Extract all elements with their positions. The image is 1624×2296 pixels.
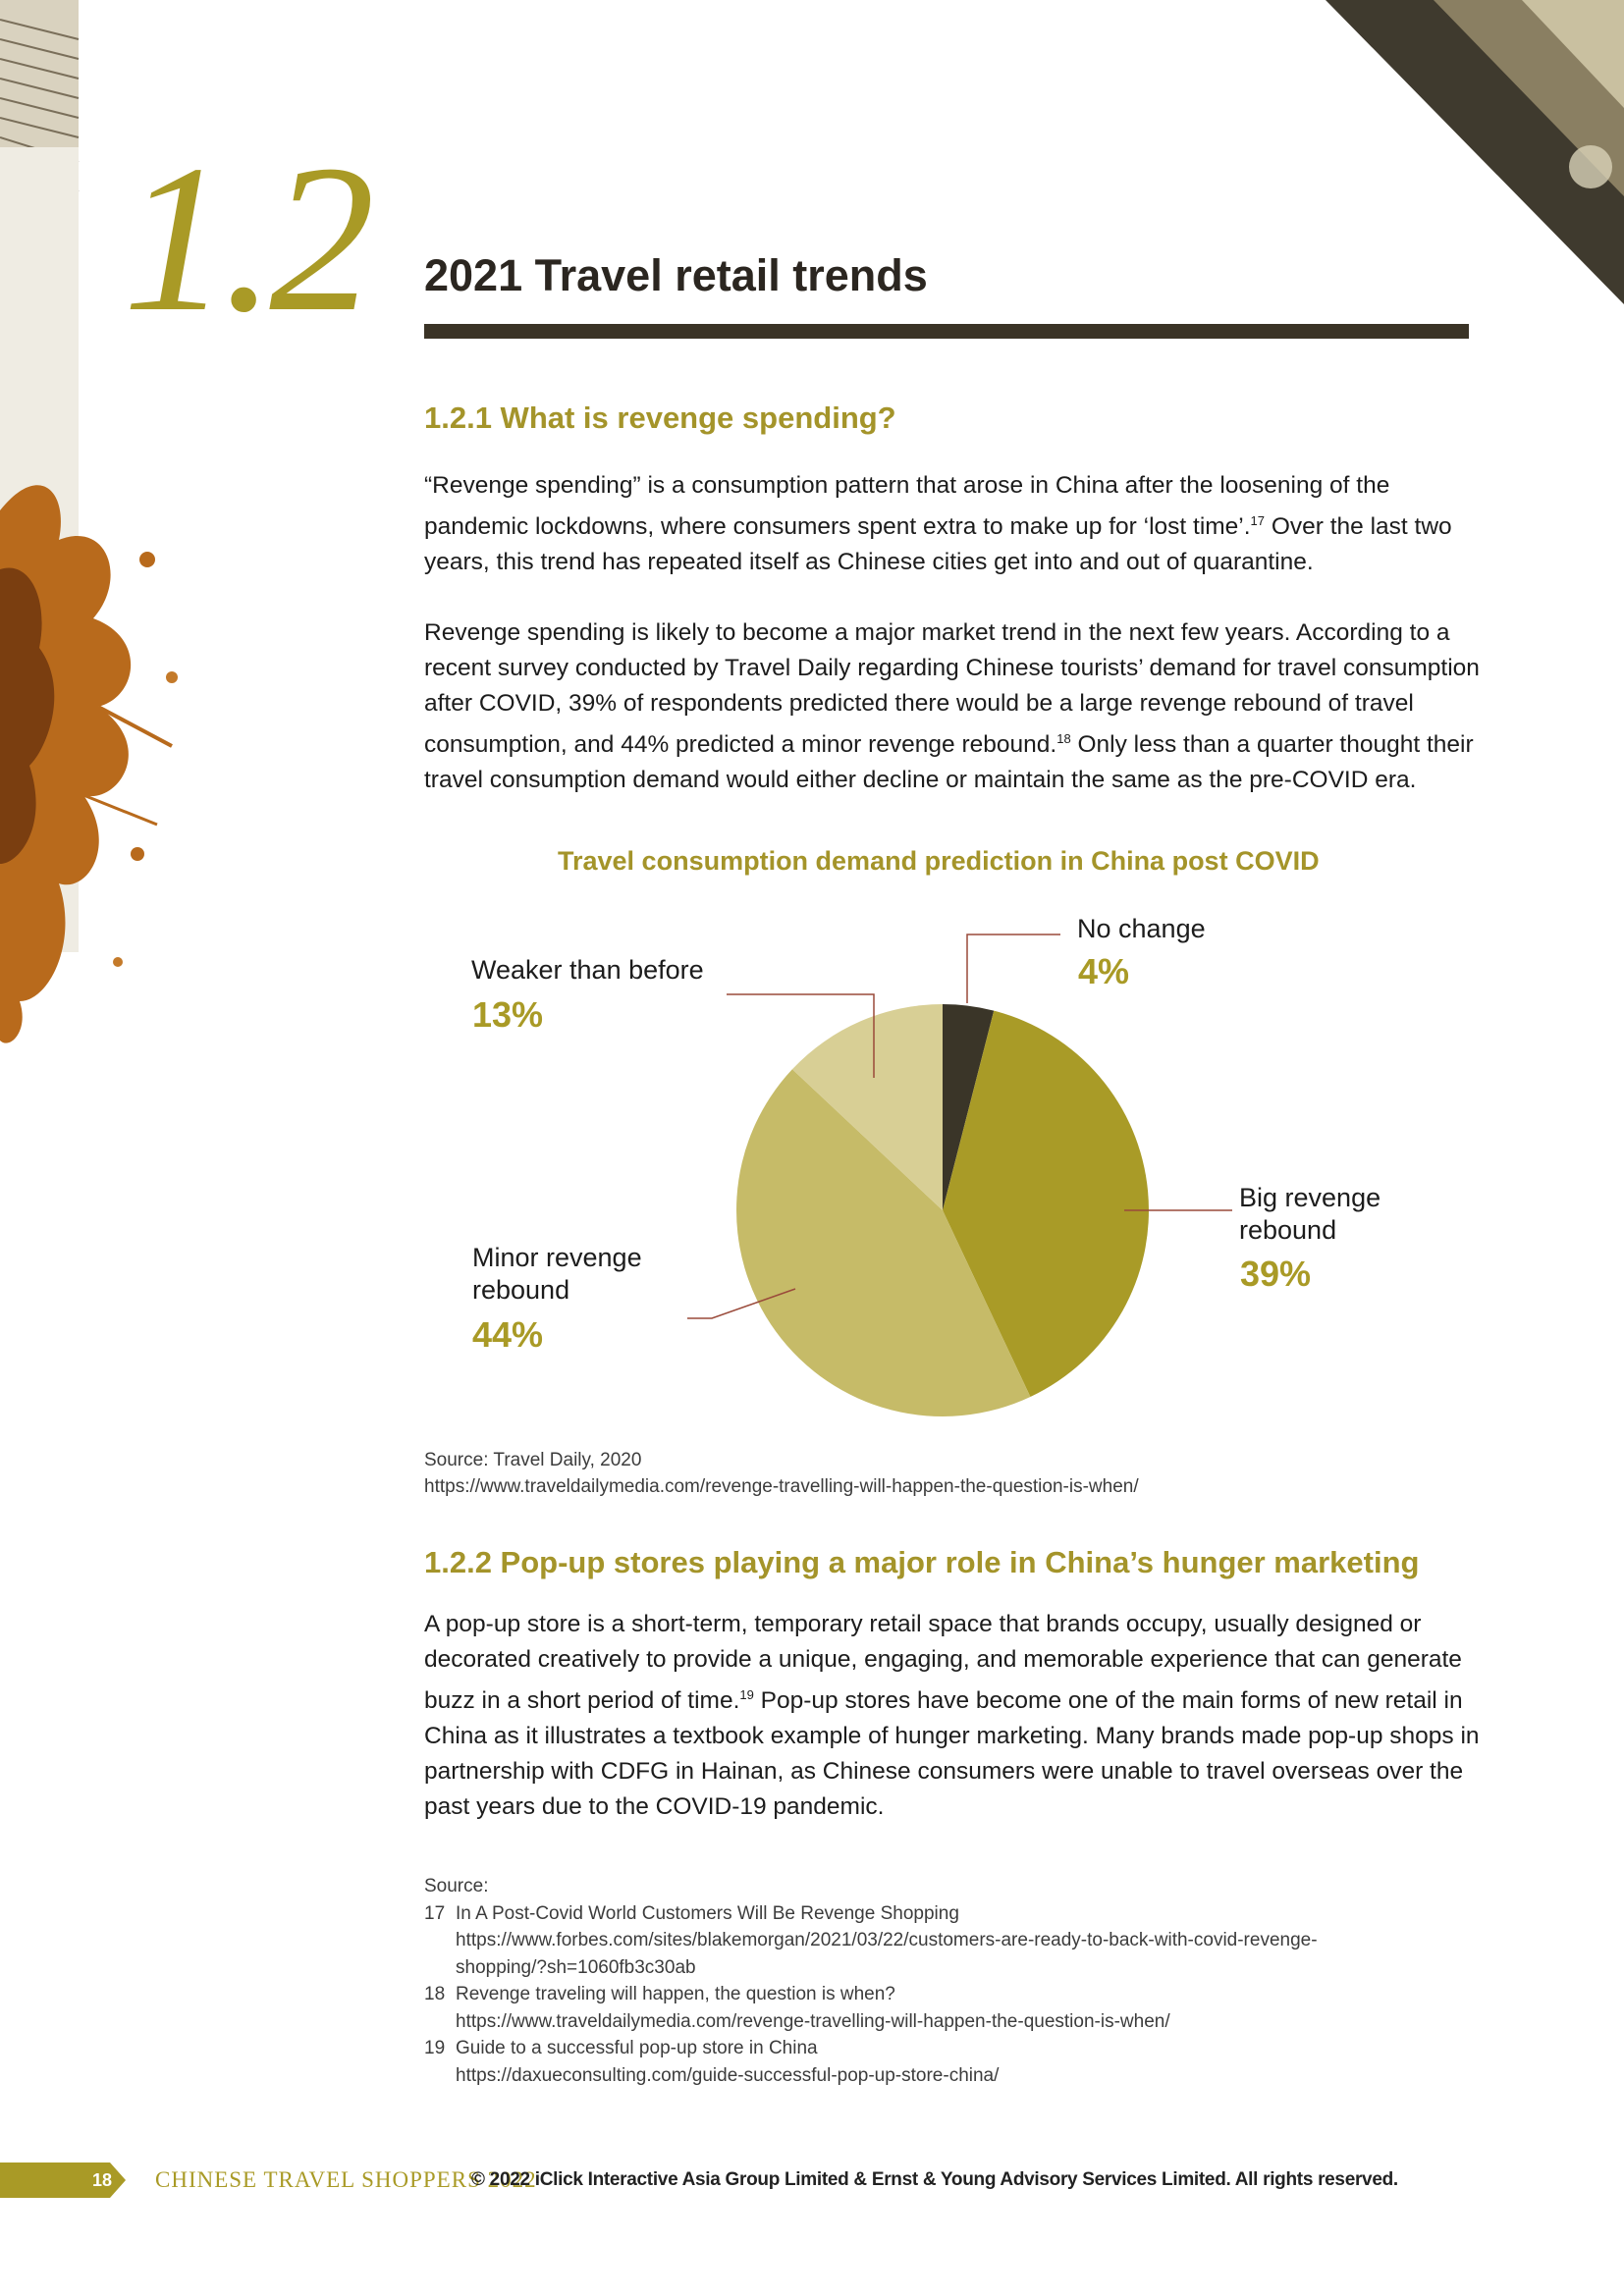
label-no-change: No change (1077, 914, 1206, 943)
chart-source (424, 1447, 1139, 1500)
value-minor-revenge-rebound: 44% (472, 1314, 544, 1355)
paragraph (424, 1607, 1494, 1825)
label-weaker-than-before: Weaker than before (471, 955, 704, 985)
footnotes-heading: Source: (424, 1876, 489, 1896)
value-weaker-than-before: 13% (472, 994, 544, 1035)
footnote-title: Revenge traveling will happen, the question is when? (456, 1984, 895, 2004)
footer-brand: CHINESE TRAVEL SHOPPERS 2022 (155, 2167, 537, 2192)
text: Revenge spending is likely to become a major market trend in the next few years. According to a recent survey conducted by Travel Daily regarding Chinese tourists’ demand for travel consumption after COVID, 39% of respondents predicted there would be a large revenge rebound of travel consumption, and 44% predicted a minor revenge rebound. (424, 619, 1480, 759)
section-number: 1.2 (123, 121, 369, 355)
label-line: rebound (1239, 1215, 1337, 1245)
footnote-url[interactable]: shopping/?sh=1060fb3c30ab (456, 1956, 696, 1978)
section-title: 2021 Travel retail trends (424, 250, 928, 300)
footnotes (424, 1873, 1504, 2089)
leader-line-no-change (967, 934, 1060, 1003)
coffee-splash-image (0, 452, 236, 1060)
footnote-item (424, 2035, 1504, 2062)
text: “Revenge spending” is a consumption pattern that arose in China after the loosening of the pandemic lockdowns, where consumers spent extra to make up for ‘lost time’. (424, 472, 1390, 541)
decorative-top-right-image (1326, 0, 1624, 304)
footer-copyright: © 2022 iClick Interactive Asia Group Limited & Ernst & Young Advisory Services Limited. All rights reserved. (471, 2169, 1398, 2190)
paragraph (424, 615, 1494, 798)
footnote-url[interactable]: https://daxueconsulting.com/guide-successful-pop-up-store-china/ (456, 2064, 1000, 2086)
footnote-title: In A Post-Covid World Customers Will Be Revenge Shopping (456, 1902, 959, 1924)
page-number: 18 (92, 2170, 113, 2190)
footnote-item (424, 1981, 1504, 2008)
footnote-ref[interactable]: 19 (739, 1687, 754, 1702)
footnote-item (424, 1900, 1504, 1928)
text: A pop-up store is a short-term, temporary retail space that brands occupy, usually designed or decorated creatively to provide a unique, engaging, and memorable experience that can generate buzz in a short period of time. (424, 1611, 1462, 1715)
value-big-revenge-rebound: 39% (1240, 1254, 1312, 1294)
footnote-ref[interactable]: 17 (1250, 513, 1266, 528)
footnote-url[interactable]: https://www.forbes.com/sites/blakemorgan/2021/03/22/customers-are-ready-to-back-with-covid-revenge- (456, 1930, 1318, 1950)
label-minor-revenge-rebound (472, 1242, 642, 1307)
label-line: Minor revenge (472, 1243, 642, 1272)
subsection-heading-pop-up-stores: 1.2.2 Pop-up stores playing a major role in China’s hunger marketing (424, 1545, 1420, 1579)
value-no-change: 4% (1078, 951, 1130, 991)
source-line: Source: Travel Daily, 2020 (424, 1450, 642, 1470)
paragraph (424, 468, 1494, 580)
pop-up-stores-body (424, 1607, 1494, 1825)
chart-title: Travel consumption demand prediction in China post COVID (558, 846, 1320, 876)
footnote-ref[interactable]: 18 (1056, 731, 1071, 747)
title-divider (424, 324, 1469, 339)
footnote-number: 17 (424, 1902, 446, 1924)
source-url[interactable]: https://www.traveldailymedia.com/revenge-travelling-will-happen-the-question-is-when/ (424, 1476, 1139, 1497)
text: Pop-up stores have become one of the main forms of new retail in China as it illustrates a textbook example of hunger marketing. Many brands made pop-up shops in partnership with CDFG in Hainan, as Chinese consumers were unable to travel overseas over the past years due to the COVID-19 pandemic. (424, 1687, 1480, 1821)
footnote-title: Guide to a successful pop-up store in China (456, 2038, 818, 2058)
revenge-spending-body (424, 468, 1494, 798)
label-big-revenge-rebound (1239, 1182, 1380, 1247)
footnote-number: 19 (424, 2038, 446, 2058)
footer-page-tab-arrow (110, 2163, 126, 2198)
label-line: Big revenge (1239, 1183, 1381, 1212)
footnote-url[interactable]: https://www.traveldailymedia.com/revenge-travelling-will-happen-the-question-is-when/ (456, 2010, 1170, 2032)
text: Only less than a quarter thought their travel consumption demand would either decline or maintain the same as the pre-COVID era. (424, 731, 1474, 794)
subsection-heading-revenge-spending: 1.2.1 What is revenge spending? (424, 400, 896, 435)
text: Over the last two years, this trend has repeated itself as Chinese cities get into and out of quarantine. (424, 513, 1452, 576)
pie-chart (687, 923, 1276, 1433)
footnote-number: 18 (424, 1984, 446, 2004)
label-line: rebound (472, 1275, 570, 1305)
